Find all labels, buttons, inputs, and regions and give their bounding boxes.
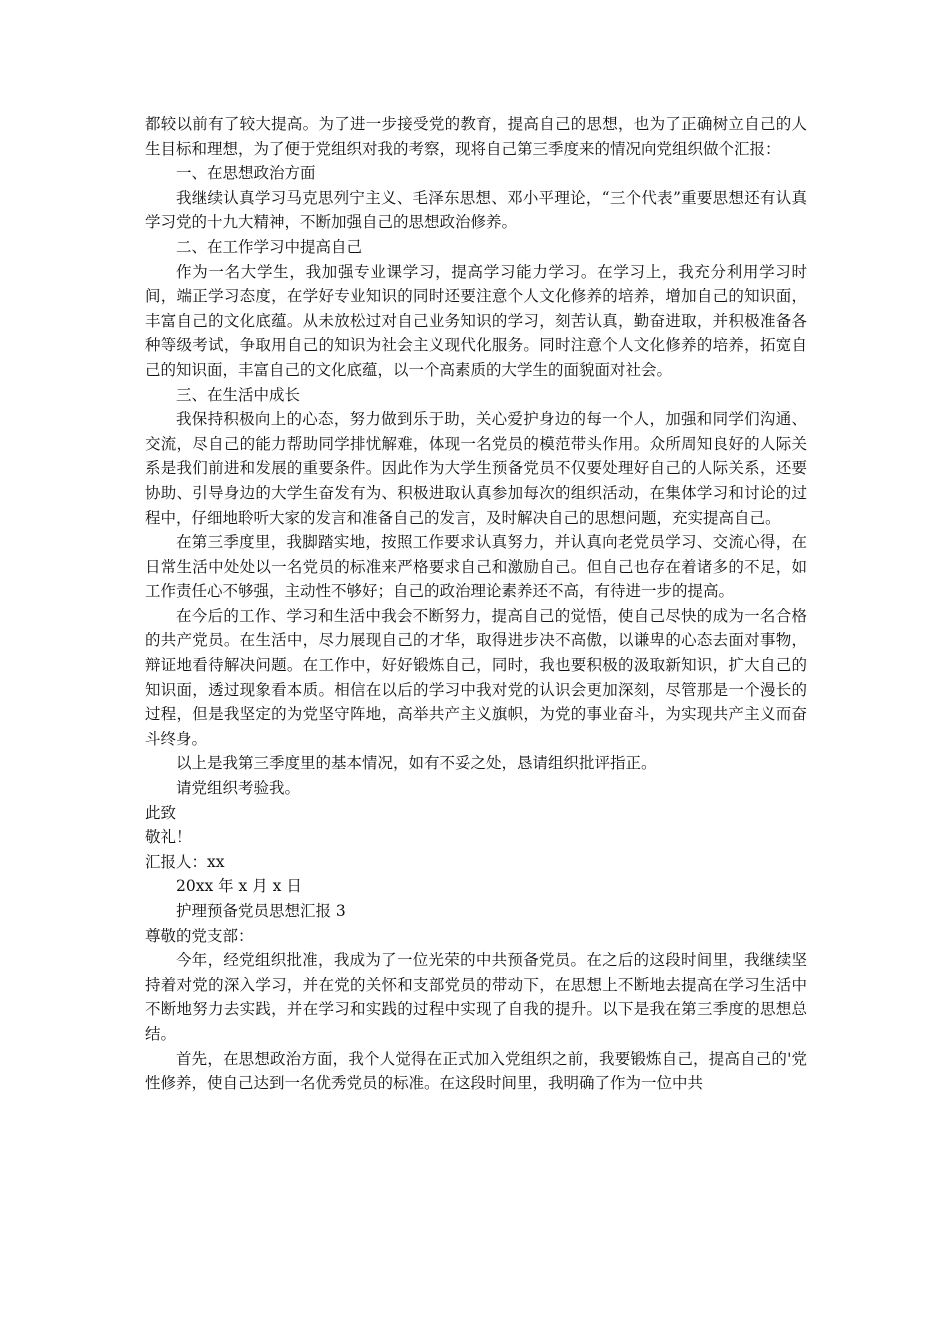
signer: 汇报人：xx bbox=[145, 852, 225, 871]
closing-salute: 此致 bbox=[145, 803, 177, 822]
closing-respect: 敬礼！ bbox=[145, 828, 192, 847]
paragraph-political: 我继续认真学习马克思列宁主义、毛泽东思想、邓小平理论，“三个代表”重要思想还有认真学习党的十九大精神，不断加强自己的思想政治修养。 bbox=[145, 188, 807, 232]
paragraph-future: 在今后的工作、学习和生活中我会不断努力，提高自己的觉悟，使自己尽快的成为一名合格的共产党员。在生活中，尽力展现自己的才华，取得进步决不高傲，以谦卑的心态去面对事物，辩证地看待解决问题。在工作中，好好锻炼自己，同时，我也要积极的汲取新知识，扩大自己的知识面，透过现象看本质。相信在以后的学习中我对党的认识会更加深刻，尽管那是一个漫长的过程，但是我坚定的为党坚守阵地，高举共产主义旗帜，为党的事业奋斗，为实现共产主义而奋斗终身。 bbox=[145, 606, 807, 748]
heading-study: 二、在工作学习中提高自己 bbox=[176, 237, 363, 256]
paragraph-life: 我保持积极向上的心态，努力做到乐于助，关心爱护身边的每一个人，加强和同学们沟通、交流，尽自己的能力帮助同学排忧解难，体现一名党员的模范带头作用。众所周知良好的人际关系是我们前进和发展的重要条件。因此作为大学生预备党员不仅要处理好自己的人际关系，还要协助、引导身边的大学生奋发有为、积极进取认真参加每次的组织活动，在集体学习和讨论的过程中，仔细地聆听大家的发言和准备自己的发言，及时解决自己的思想问题，充实提高自己。 bbox=[145, 410, 807, 527]
report-date: 20xx 年 x 月 x 日 bbox=[176, 877, 302, 896]
paragraph-continued: 都较以前有了较大提高。为了进一步接受党的教育，提高自己的思想，也为了正确树立自己的人生目标和理想，为了便于党组织对我的考察，现将自己第三季度来的情况向党组织做个汇报： bbox=[145, 115, 807, 158]
heading-political: 一、在思想政治方面 bbox=[176, 164, 316, 183]
heading-life: 三、在生活中成长 bbox=[176, 385, 301, 404]
document-page bbox=[145, 112, 807, 1096]
paragraph-study: 作为一名大学生，我加强专业课学习，提高学习能力学习。在学习上，我充分利用学习时间，端正学习态度，在学好专业知识的同时还要注意个人文化修养的培养，增加自己的知识面，丰富自己的文化底蕴。从未放松过对自己业务知识的学习，刻苦认真，勤奋进取，并积极准备各种等级考试，争取用自己的知识为社会主义现代化服务。同时注意个人文化修养的培养，拓宽自己的知识面，丰富自己的文化底蕴，以一个高素质的大学生的面貌面对社会。 bbox=[145, 262, 807, 379]
paragraph-intro-2: 今年，经党组织批准，我成为了一位光荣的中共预备党员。在之后的这段时间里，我继续坚持着对党的深入学习，并在党的关怀和支部党员的带动下，在思想上不断地去提高在学习生活中不断地努力去实践，并在学习和实践的过程中实现了自我的提升。以下是我在第三季度的思想总结。 bbox=[145, 951, 807, 1043]
paragraph-request: 请党组织考验我。 bbox=[176, 779, 301, 798]
section-title: 护理预备党员思想汇报 3 bbox=[176, 902, 346, 920]
paragraph-summary: 以上是我第三季度里的基本情况，如有不妥之处，恳请组织批评指正。 bbox=[176, 754, 657, 773]
salutation: 尊敬的党支部： bbox=[145, 926, 254, 945]
paragraph-third-quarter: 在第三季度里，我脚踏实地，按照工作要求认真努力，并认真向老党员学习、交流心得，在日常生活中处处以一名党员的标准来严格要求自己和激励自己。但自己也存在着诸多的不足，如工作责任心不够强，主动性不够好；自己的政治理论素养还不高，有待进一步的提高。 bbox=[145, 533, 807, 601]
paragraph-first-2: 首先，在思想政治方面，我个人觉得在正式加入党组织之前，我要锻炼自己，提高自己的'党性修养，使自己达到一名优秀党员的标准。在这段时间里，我明确了作为一位中共 bbox=[145, 1049, 807, 1093]
